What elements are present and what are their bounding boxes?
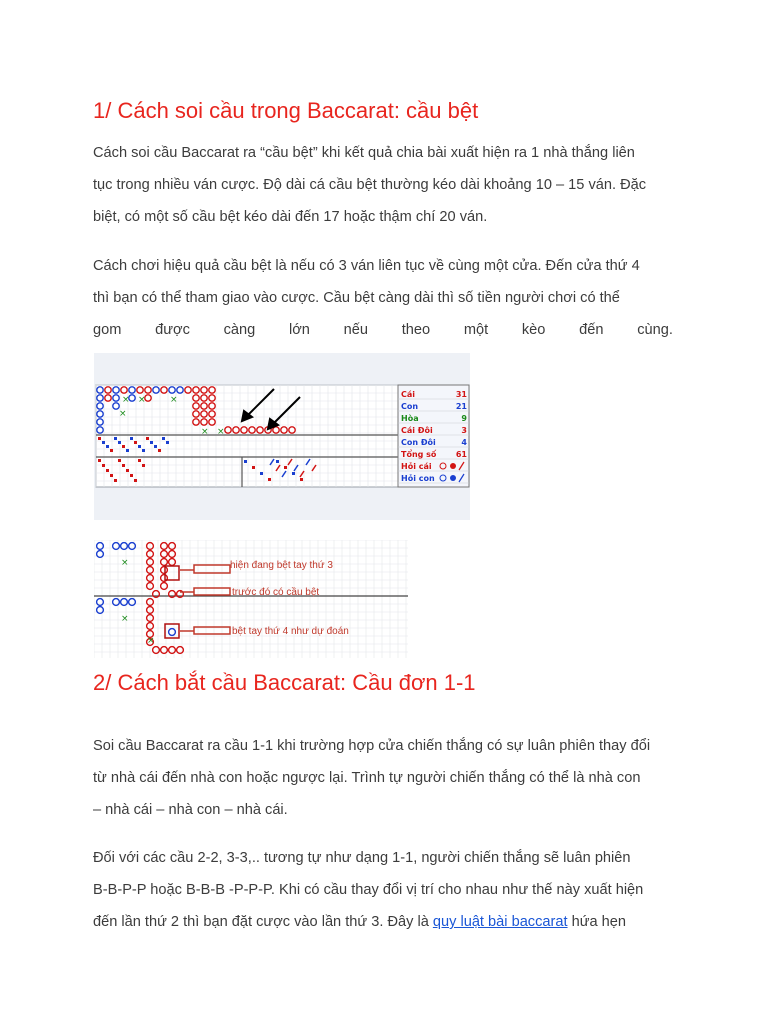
legend-label: Hỏi cái	[401, 462, 432, 471]
annotation-label: trước đó có cầu bệt	[232, 587, 320, 598]
paragraph-cau-bet-strategy	[93, 250, 673, 346]
word: càng	[223, 322, 256, 338]
tie-mark: ×	[138, 395, 146, 405]
bead-dot	[162, 437, 165, 440]
section-heading-cau-bet: 1/ Cách soi cầu trong Baccarat: cầu bệt	[93, 98, 479, 123]
legend-label: Con	[401, 402, 419, 411]
bead-dot	[138, 445, 141, 448]
paragraph-cau-don-intro	[93, 730, 673, 826]
word: cùng.	[637, 322, 673, 338]
text-line: từ nhà cái đến nhà con hoặc ngược lại. Trình tự người chiến thắng có thể là nhà con	[93, 770, 641, 786]
legend-value: 9	[461, 414, 467, 423]
text-line: tục trong nhiều ván cược. Độ dài cá cầu bệt thường kéo dài khoảng 10 – 15 ván. Đặc	[93, 177, 647, 193]
tie-mark: ×	[147, 636, 155, 646]
bead-dot	[114, 479, 117, 482]
tie-mark: ×	[121, 614, 129, 624]
text-line	[93, 906, 673, 938]
bead-dot	[252, 466, 255, 469]
paragraph-cau-bet-intro	[93, 137, 673, 233]
bead-dot	[142, 464, 145, 467]
text-line-justified	[93, 314, 673, 346]
bead-dot	[114, 437, 117, 440]
legend-panel	[398, 385, 469, 487]
bead-dot	[106, 469, 109, 472]
tie-mark: ×	[201, 427, 209, 437]
legend-label: Hỏi con	[401, 474, 435, 483]
paragraph-cau-don-pattern	[93, 842, 673, 938]
word: kèo	[521, 322, 546, 338]
baccarat-scoreboard-image	[94, 353, 470, 520]
word: một	[463, 322, 489, 338]
text-line: Cách soi cầu Baccarat ra “cầu bệt” khi kết quả chia bài xuất hiện ra 1 nhà thắng liên	[93, 145, 635, 161]
baccarat-rules-link[interactable]: quy luật bài baccarat	[432, 914, 568, 930]
cau-bet-annotated-image	[94, 540, 408, 658]
bead-dot	[244, 460, 247, 463]
bead-dot	[158, 449, 161, 452]
annotation-label: bệt tay thứ 4 như dự đoán	[232, 626, 349, 637]
legend-value: 3	[461, 426, 467, 435]
legend-label: Con Đôi	[401, 438, 436, 447]
bead-dot	[102, 464, 105, 467]
legend-label: Hòa	[401, 414, 419, 423]
scoreboard-svg	[94, 353, 470, 520]
bead-dot	[268, 478, 271, 481]
bead-dot	[130, 437, 133, 440]
tie-mark: ×	[217, 427, 225, 437]
tie-mark: ×	[170, 395, 178, 405]
annotated-svg	[94, 540, 408, 658]
text-line: B-B-P-P hoặc B-B-B -P-P-P. Khi có cầu thay đổi vị trí cho nhau như thế này xuất hiện	[93, 882, 644, 898]
tie-mark: ×	[121, 558, 129, 568]
word: được	[155, 322, 190, 338]
text-line: Đối với các cầu 2-2, 3-3,.. tương tự như dạng 1-1, người chiến thắng sẽ luân phiên	[93, 850, 631, 866]
bead-dot	[98, 459, 101, 462]
bead-dot	[130, 474, 133, 477]
tie-mark: ×	[122, 395, 130, 405]
bead-dot	[134, 479, 137, 482]
bead-dot	[118, 459, 121, 462]
section-heading-cau-don: 2/ Cách bắt cầu Baccarat: Cầu đơn 1-1	[93, 670, 476, 695]
tie-mark: ×	[119, 409, 127, 419]
bead-dot	[126, 469, 129, 472]
bead-dot	[300, 478, 303, 481]
text-segment: hứa hẹn	[567, 914, 627, 930]
text-segment: đến lần thứ 2 thì bạn đặt cược vào lần thứ 3. Đây là	[93, 914, 433, 930]
text-line: biệt, có một số cầu bệt kéo dài đến 17 hoặc thậm chí 20 ván.	[93, 209, 488, 225]
bead-dot	[154, 445, 157, 448]
legend-value: 31	[455, 390, 467, 399]
legend-label: Cái	[401, 390, 416, 399]
annotation-label: hiện đang bệt tay thứ 3	[230, 560, 333, 571]
word: đến	[579, 322, 604, 338]
word: theo	[401, 322, 431, 338]
legend-value: 61	[455, 450, 467, 459]
bead-dot	[122, 445, 125, 448]
bead-dot	[284, 466, 287, 469]
bead-dot	[126, 449, 129, 452]
bead-dot	[292, 472, 295, 475]
legend-label: Cái Đôi	[401, 426, 433, 435]
bead-dot	[118, 441, 121, 444]
bead-dot	[134, 441, 137, 444]
bead-dot	[150, 441, 153, 444]
bead-dot	[110, 449, 113, 452]
text-line: – nhà cái – nhà con – nhà cái.	[93, 802, 288, 818]
bead-dot	[142, 449, 145, 452]
bead-dot	[138, 459, 141, 462]
text-line: thì bạn có thể tham giao vào cược. Cầu bệt càng dài thì số tiền người chơi có thể	[93, 290, 620, 306]
legend-dot-icon	[450, 463, 456, 469]
legend-label: Tổng số	[401, 450, 437, 459]
legend-value: 21	[455, 402, 467, 411]
bead-dot	[166, 441, 169, 444]
word: nếu	[343, 322, 368, 338]
word: gom	[93, 322, 122, 338]
image-background	[94, 540, 408, 658]
text-line: Cách chơi hiệu quả cầu bệt là nếu có 3 ván liên tục về cùng một cửa. Đến cửa thứ 4	[93, 258, 640, 274]
word: lớn	[288, 322, 310, 338]
bead-dot	[260, 472, 263, 475]
bead-dot	[122, 464, 125, 467]
bead-dot	[98, 437, 101, 440]
bead-dot	[106, 445, 109, 448]
legend-value: 4	[461, 438, 467, 447]
bead-dot	[102, 441, 105, 444]
text-line: Soi cầu Baccarat ra cầu 1-1 khi trường hợp cửa chiến thắng có sự luân phiên thay đổi	[93, 738, 651, 754]
bead-dot	[276, 460, 279, 463]
bead-dot	[110, 474, 113, 477]
legend-dot-icon	[450, 475, 456, 481]
bead-dot	[146, 437, 149, 440]
